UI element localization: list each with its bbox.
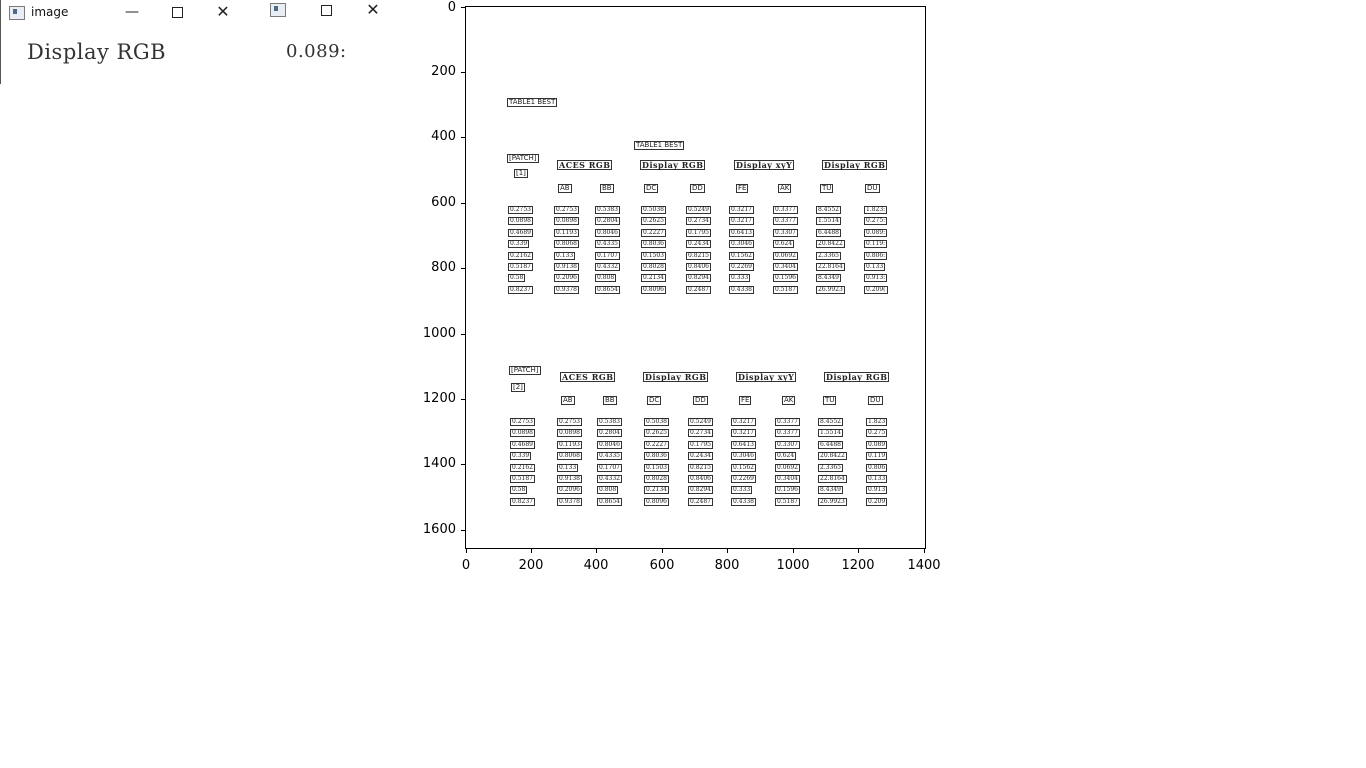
table-cell: 0.8215 [690, 464, 711, 471]
table-cell: 0.0898 [510, 217, 531, 224]
table-cell: 0.808 [599, 486, 617, 493]
table-cell: 0.5383 [599, 418, 620, 425]
table-cell: 0.8068 [559, 452, 580, 459]
table-cell: 0.2434 [690, 452, 711, 459]
table-cell: 0.9138 [559, 475, 580, 482]
table-cell: 0.8406 [688, 263, 709, 270]
table-cell: 2.3365 [818, 252, 839, 259]
column-header: DD [692, 184, 703, 192]
table-cell: 0.2804 [597, 217, 618, 224]
x-tick-400: 400 [583, 558, 609, 573]
table-cell: 0.089 [868, 441, 886, 448]
y-tick-0: 0 [447, 0, 456, 15]
table-cell: 0.209 [868, 498, 886, 505]
table-cell: 0.5038 [646, 418, 667, 425]
table-cell: 0.1596 [775, 274, 796, 281]
y-tick-1200: 1200 [422, 391, 456, 406]
table-cell: 1.823 [868, 418, 886, 425]
column-header: TU [825, 396, 835, 404]
column-header: FE [738, 184, 747, 192]
y-tick-mark [461, 268, 465, 269]
table-cell: 0.1707 [599, 464, 620, 471]
table-cell: 20.8422 [820, 452, 845, 459]
table-cell: 0.2096 [556, 274, 577, 281]
table-cell: 8.4552 [818, 206, 839, 213]
table-cell: 0.2134 [646, 486, 667, 493]
table-cell: 22.8164 [818, 263, 843, 270]
column-header: DD [695, 396, 706, 404]
column-header: DC [649, 396, 660, 404]
column-header: DU [867, 184, 878, 192]
table-cell: 0.333 [733, 486, 751, 493]
table-cell: 0.1707 [597, 252, 618, 259]
table-cell: 0.913: [866, 274, 886, 281]
patch-number: [1] [516, 169, 526, 177]
table-cell: 0.5249 [688, 206, 709, 213]
table-cell: 0.133 [559, 464, 577, 471]
group-header: Display RGB [826, 372, 888, 382]
table-cell: 0.8028 [643, 263, 664, 270]
table-cell: 0.133 [866, 263, 884, 270]
table-cell: 0.0898 [512, 429, 533, 436]
maximize-icon[interactable] [167, 2, 187, 22]
column-header: BB [602, 184, 612, 192]
table-cell: 0.119: [866, 240, 886, 247]
second-close-icon[interactable]: ✕ [366, 0, 380, 19]
x-tick-0: 0 [461, 558, 471, 573]
table-cell: 0.2096 [559, 486, 580, 493]
table-cell: 0.2625 [643, 217, 664, 224]
table-cell: 0.5187 [512, 475, 533, 482]
x-tick-mark [858, 549, 859, 553]
table-cell: 0.8068 [556, 240, 577, 247]
table-cell: 0.0692 [775, 252, 796, 259]
x-tick-1400: 1400 [907, 558, 941, 573]
table-cell: 0.4689 [510, 229, 531, 236]
y-tick-mark [461, 464, 465, 465]
table-cell: 0.2734 [690, 429, 711, 436]
table-cell: 0.2227 [646, 441, 667, 448]
table-cell: 0.9378 [559, 498, 580, 505]
table-cell: 2.3365 [820, 464, 841, 471]
x-tick-mark [466, 549, 467, 553]
table-cell: 8.4349 [820, 486, 841, 493]
column-header: AB [563, 396, 573, 404]
x-tick-1200: 1200 [841, 558, 875, 573]
table-cell: 0.3217 [733, 418, 754, 425]
table-cell: 0.2134 [643, 274, 664, 281]
y-tick-mark [461, 530, 465, 531]
group-header: Display RGB [642, 160, 704, 170]
table-cell: 0.3307 [777, 441, 798, 448]
y-tick-1400: 1400 [422, 456, 456, 471]
table-cell: 0.2734 [688, 217, 709, 224]
table-cell: 0.0898 [556, 217, 577, 224]
table-cell: 0.58 [510, 274, 524, 281]
table-cell: 0.808 [597, 274, 615, 281]
table-cell: 0.6413 [731, 229, 752, 236]
table-cell: 0.2162 [512, 464, 533, 471]
table-cell: 0.0692 [777, 464, 798, 471]
table-cell: 0.2753 [556, 206, 577, 213]
table-cell: 0.8046 [597, 229, 618, 236]
y-tick-mark [461, 334, 465, 335]
x-tick-mark [793, 549, 794, 553]
table-cell: 0.3377 [775, 217, 796, 224]
table-cell: 0.2162 [510, 252, 531, 259]
table-cell: 0.58 [512, 486, 526, 493]
group-header: ACES RGB [562, 372, 614, 382]
column-header: FE [741, 396, 750, 404]
table-cell: 0.3217 [731, 206, 752, 213]
table-cell: 0.2804 [599, 429, 620, 436]
table-cell: 0.5187 [777, 498, 798, 505]
table-cell: 0.1562 [733, 464, 754, 471]
table-cell: 0.8028 [646, 475, 667, 482]
table-cell: 0.2753 [559, 418, 580, 425]
column-header: AK [784, 396, 794, 404]
table-cell: 0.8294 [690, 486, 711, 493]
table-cell: 22.8164 [820, 475, 845, 482]
table-cell: 1.5514 [820, 429, 841, 436]
table-cell: 0.8096 [643, 286, 664, 293]
table-cell: 0.089: [866, 229, 886, 236]
crop-right-text: 0.089: [286, 41, 347, 62]
table-cell: 0.3307 [775, 229, 796, 236]
group-header: Display RGB [645, 372, 707, 382]
table-cell: 0.1795 [688, 229, 709, 236]
x-tick-200: 200 [518, 558, 544, 573]
y-tick-mark [461, 7, 465, 8]
y-tick-mark [461, 203, 465, 204]
table-cell: 8.4552 [820, 418, 841, 425]
table-cell: 0.2269 [731, 263, 752, 270]
patch-label: [PATCH] [509, 154, 537, 162]
table-cell: 0.8237 [512, 498, 533, 505]
table-cell: 0.9138 [556, 263, 577, 270]
table-cell: 0.1193 [559, 441, 580, 448]
table-cell: 6.4488 [818, 229, 839, 236]
x-tick-mark [596, 549, 597, 553]
table-cell: 0.6413 [733, 441, 754, 448]
x-tick-mark [924, 549, 925, 553]
table-cell: 0.1503 [643, 252, 664, 259]
y-tick-mark [461, 72, 465, 73]
column-header: DU [870, 396, 881, 404]
table-cell: 0.8046 [599, 441, 620, 448]
table-cell: 26.9923 [820, 498, 845, 505]
table-cell: 6.4488 [820, 441, 841, 448]
table-cell: 0.209( [866, 286, 886, 293]
table-cell: 0.2487 [688, 286, 709, 293]
table-cell: 0.4338 [733, 498, 754, 505]
table-cell: 26.9923 [818, 286, 843, 293]
table-cell: 1.5514 [818, 217, 839, 224]
table-cell: 0.1562 [731, 252, 752, 259]
second-app-icon [270, 3, 286, 17]
table-cell: 0.2269 [733, 475, 754, 482]
table-cell: 0.4332 [597, 263, 618, 270]
group-header: Display RGB [824, 160, 886, 170]
table-cell: 0.8036 [646, 452, 667, 459]
table-cell: 0.4335 [597, 240, 618, 247]
table-cell: 0.3046 [733, 452, 754, 459]
table-cell: 1.823: [866, 206, 886, 213]
y-tick-1600: 1600 [422, 522, 456, 537]
x-tick-mark [531, 549, 532, 553]
y-tick-400: 400 [431, 129, 456, 144]
table-cell: 0.1503 [646, 464, 667, 471]
table-cell: 0.806: [866, 252, 886, 259]
table-cell: 0.1795 [690, 441, 711, 448]
group-header: Display xyY [738, 372, 795, 382]
y-tick-mark [461, 137, 465, 138]
table-cell: 0.133 [556, 252, 574, 259]
table-cell: 0.3046 [731, 240, 752, 247]
x-tick-1000: 1000 [776, 558, 810, 573]
table-cell: 0.8215 [688, 252, 709, 259]
y-tick-1000: 1000 [422, 326, 456, 341]
table-cell: 0.4335 [599, 452, 620, 459]
table-cell: 0.4332 [599, 475, 620, 482]
table-cell: 0.3404 [775, 263, 796, 270]
column-header: BB [605, 396, 615, 404]
table-cell: 0.8237 [510, 286, 531, 293]
table-cell: 0.3377 [777, 418, 798, 425]
table-cell: 0.119 [868, 452, 886, 459]
column-header: AK [780, 184, 790, 192]
x-tick-600: 600 [649, 558, 675, 573]
table-cell: 0.5038 [643, 206, 664, 213]
table-cell: 0.5187 [775, 286, 796, 293]
patch-number: [2] [513, 383, 523, 391]
table-cell: 0.133 [868, 475, 886, 482]
table-cell: 0.4338 [731, 286, 752, 293]
table-cell: 0.275: [866, 217, 886, 224]
table-cell: 0.275 [868, 429, 886, 436]
y-tick-800: 800 [431, 260, 456, 275]
table-cell: 0.624 [775, 240, 793, 247]
table-cell: 0.806 [868, 464, 886, 471]
table-cell: 0.1193 [556, 229, 577, 236]
patch-label: [PATCH] [511, 366, 539, 374]
column-header: TU [822, 184, 832, 192]
table-cell: 0.3377 [775, 206, 796, 213]
table-title: TABLE1 BEST [636, 141, 683, 149]
table-cell: 0.9378 [556, 286, 577, 293]
table-cell: 0.3217 [731, 217, 752, 224]
table-cell: 0.2753 [510, 206, 531, 213]
table-cell: 0.8294 [688, 274, 709, 281]
close-icon[interactable]: ✕ [216, 2, 230, 21]
table-cell: 0.3217 [733, 429, 754, 436]
table-cell: 20.8422 [818, 240, 843, 247]
table-cell: 0.2434 [688, 240, 709, 247]
table-cell: 0.2487 [690, 498, 711, 505]
preview-window [0, 0, 250, 84]
table-cell: 0.2625 [646, 429, 667, 436]
x-tick-mark [662, 549, 663, 553]
table-cell: 0.913 [868, 486, 886, 493]
x-tick-800: 800 [714, 558, 740, 573]
table-cell: 0.3377 [777, 429, 798, 436]
table-cell: 0.2227 [643, 229, 664, 236]
table-cell: 0.2753 [512, 418, 533, 425]
table-cell: 0.5249 [690, 418, 711, 425]
crop-left-text: Display RGB [27, 40, 167, 64]
column-header: DC [646, 184, 657, 192]
app-icon [9, 6, 25, 20]
table-cell: 0.624 [777, 452, 795, 459]
column-header: AB [560, 184, 570, 192]
table-cell: 0.8406 [690, 475, 711, 482]
table-cell: 8.4349 [818, 274, 839, 281]
x-tick-mark [727, 549, 728, 553]
window-left-border [0, 0, 1, 84]
group-header: ACES RGB [559, 160, 611, 170]
table-cell: 0.0898 [559, 429, 580, 436]
table-cell: 0.1596 [777, 486, 798, 493]
table-cell: 0.4689 [512, 441, 533, 448]
table-cell: 0.5187 [510, 263, 531, 270]
group-header: Display xyY [736, 160, 793, 170]
y-tick-200: 200 [431, 64, 456, 79]
minimize-icon[interactable]: — [125, 4, 139, 20]
y-tick-mark [461, 399, 465, 400]
second-maximize-icon[interactable] [316, 0, 336, 20]
table-cell: 0.5383 [597, 206, 618, 213]
window-title: image [31, 5, 69, 19]
table-cell: 0.3404 [777, 475, 798, 482]
y-tick-600: 600 [431, 195, 456, 210]
table-title: TABLE1 BEST [509, 98, 556, 106]
table-cell: 0.8036 [643, 240, 664, 247]
table-cell: 0.333 [731, 274, 749, 281]
table-cell: 0.339 [510, 240, 528, 247]
table-cell: 0.8096 [646, 498, 667, 505]
table-cell: 0.8654 [599, 498, 620, 505]
table-cell: 0.339 [512, 452, 530, 459]
table-cell: 0.8654 [597, 286, 618, 293]
